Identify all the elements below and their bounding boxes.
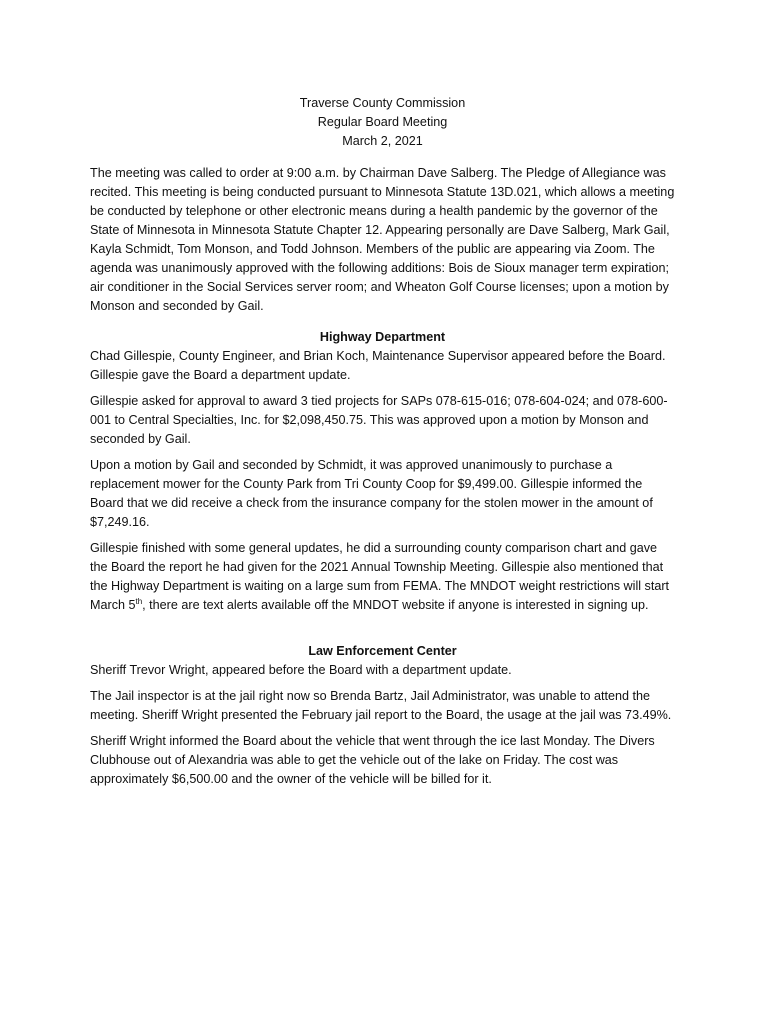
law-section-title: Law Enforcement Center	[308, 644, 457, 658]
header-date: March 2, 2021	[342, 134, 423, 148]
highway-paragraph-1: Chad Gillespie, County Engineer, and Brian Koch, Maintenance Supervisor appeared before the Board. Gillespie gave the Board a department update.	[90, 349, 666, 382]
highway-paragraph-3: Upon a motion by Gail and seconded by Schmidt, it was approved unanimously to purchase a replacement mower for the County Park from Tri County Coop for $9,499.00. Gillespie informed the Board that we did receive a check from the insurance company for the stolen mower in the amount of $7,249.16.	[90, 458, 653, 529]
header-title: Traverse County Commission	[299, 96, 466, 110]
intro-paragraph: The meeting was called to order at 9:00 a.m. by Chairman Dave Salberg. The Pledge of Allegiance was recited. This meeting is being conducted pursuant to Minnesota Statute 13D.021, which allows a meeting be conducted by telephone or other electronic means during a health pandemic by the governor of the State of Minnesota in Minnesota Statute Chapter 12. Appearing personally are Dave Salberg, Mark Gail, Kayla Schmidt, Tom Monson, and Todd Johnson. Members of the public are appearing via Zoom. The agenda was unanimously approved with the following additions: Bois de Sioux manager term expiration; air conditioner in the Social Services server room; and Wheaton Golf Course licenses; upon a motion by Monson and seconded by Gail.	[90, 166, 675, 313]
highway-paragraph-4-text-a: Gillespie finished with some general updates, he did a surrounding county comparison chart and gave the Board the report he had given for the 2021 Annual Township Meeting. Gillespie also mentioned that the Highway Department is waiting on a large sum from FEMA. The MNDOT weight restrictions will start March 5	[90, 541, 670, 612]
highway-paragraph-4-text-b: , there are text alerts available off the MNDOT website if anyone is interested in signing up.	[142, 598, 649, 612]
highway-paragraph-4	[90, 539, 675, 615]
document-page	[90, 94, 675, 796]
highway-paragraph-2: Gillespie asked for approval to award 3 tied projects for SAPs 078-615-016; 078-604-024; and 078-600-001 to Central Specialties, Inc. for $2,098,450.75. This was approved upon a motion by Monson and seconded by Gail.	[90, 394, 668, 446]
header-subtitle: Regular Board Meeting	[317, 115, 448, 129]
highway-section-title: Highway Department	[319, 330, 446, 344]
document-header	[90, 94, 675, 151]
law-paragraph-2: The Jail inspector is at the jail right now so Brenda Bartz, Jail Administrator, was unable to attend the meeting. Sheriff Wright presented the February jail report to the Board, the usage at the jail was 73.49%.	[90, 689, 672, 722]
ordinal-suffix: th	[135, 597, 143, 606]
law-paragraph-3: Sheriff Wright informed the Board about the vehicle that went through the ice last Monday. The Divers Clubhouse out of Alexandria was able to get the vehicle out of the lake on Friday. The cost was approximately $6,500.00 and the owner of the vehicle will be billed for it.	[90, 734, 655, 786]
law-paragraph-1: Sheriff Trevor Wright, appeared before the Board with a department update.	[90, 663, 512, 677]
